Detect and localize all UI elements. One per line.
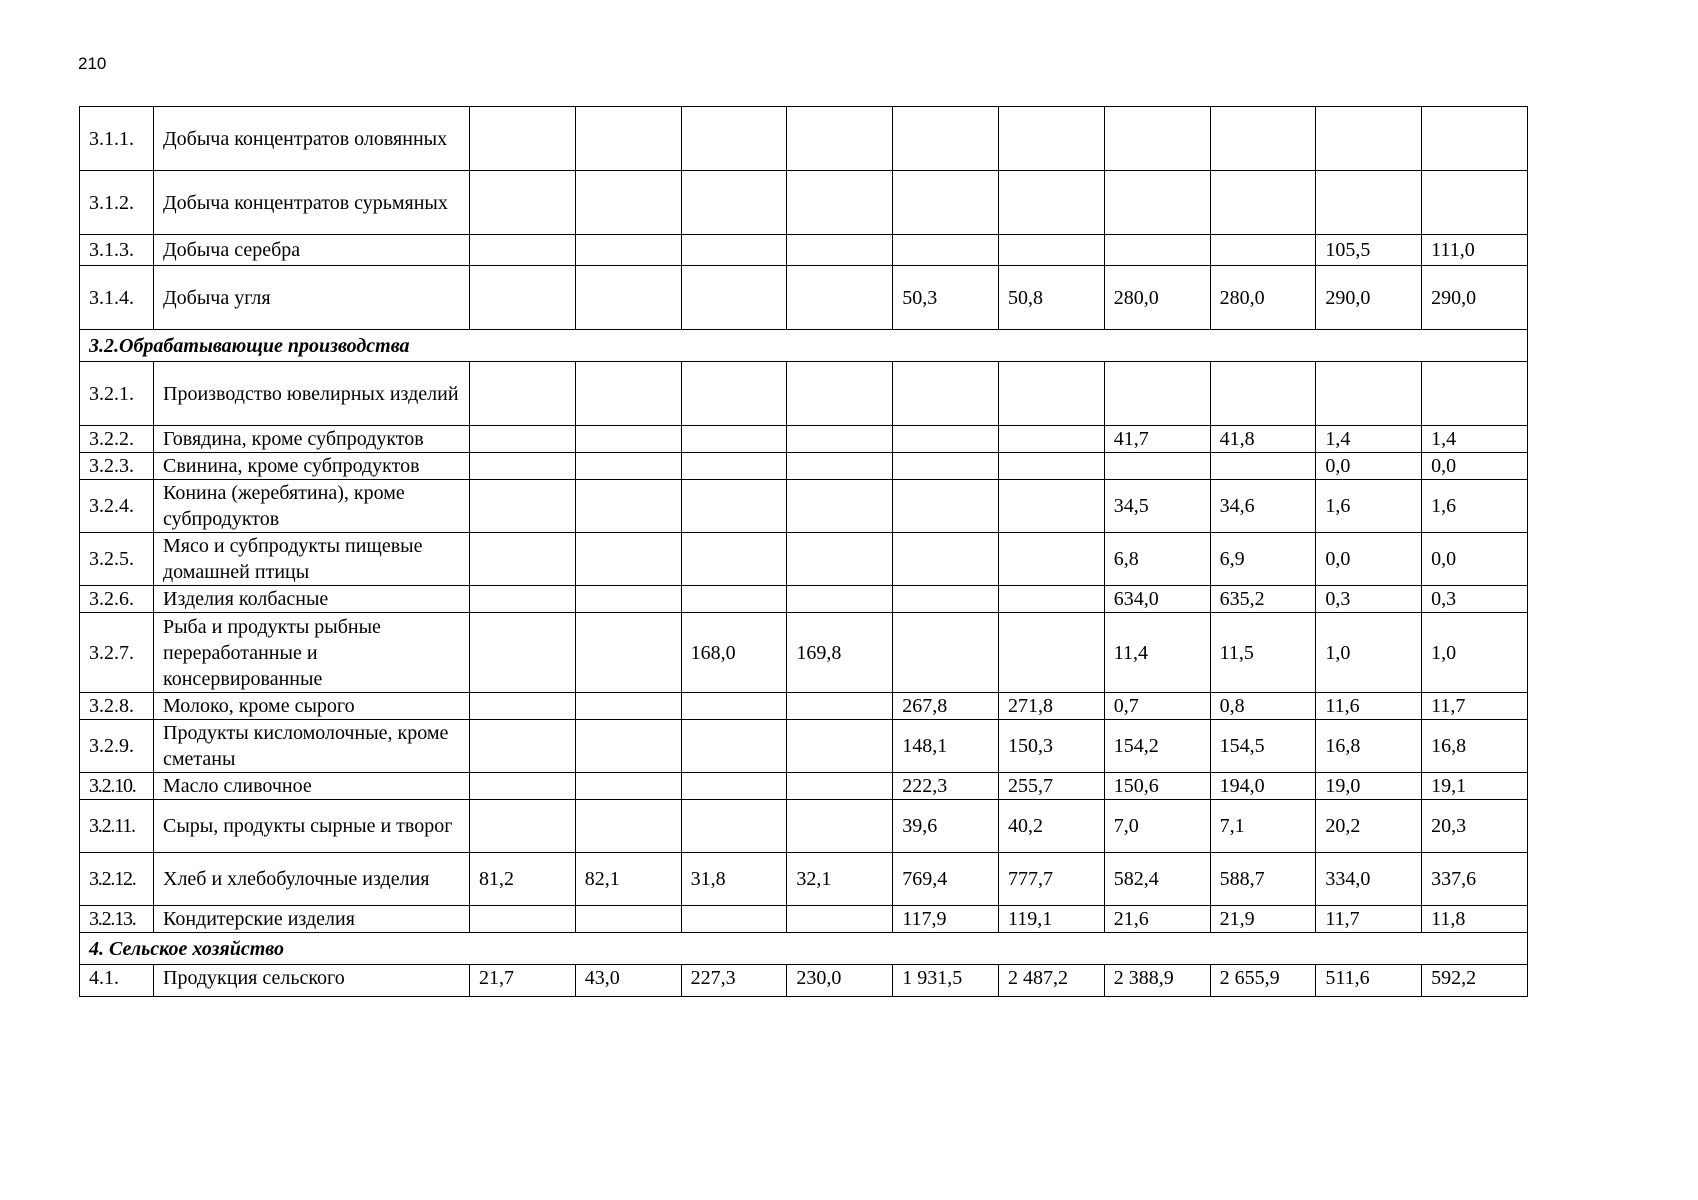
value-cell xyxy=(1316,171,1422,235)
row-code: 3.1.4. xyxy=(80,266,154,330)
value-cell: 19,1 xyxy=(1422,773,1528,800)
value-cell: 7,0 xyxy=(1104,800,1210,853)
value-cell xyxy=(1104,171,1210,235)
table-row xyxy=(80,266,1528,330)
row-name: Продукция сельского xyxy=(154,965,470,997)
value-cell: 592,2 xyxy=(1422,965,1528,997)
row-name: Говядина, кроме субпродуктов xyxy=(154,426,470,453)
value-cell: 1 931,5 xyxy=(893,965,999,997)
value-cell xyxy=(1210,107,1316,171)
value-cell xyxy=(893,426,999,453)
value-cell xyxy=(575,171,681,235)
value-cell xyxy=(681,533,787,586)
value-cell xyxy=(470,266,576,330)
row-code: 4.1. xyxy=(80,965,154,997)
section-title: 4. Сельское хозяйство xyxy=(80,933,1528,965)
value-cell: 0,8 xyxy=(1210,693,1316,720)
value-cell: 21,7 xyxy=(470,965,576,997)
value-cell xyxy=(893,171,999,235)
value-cell: 334,0 xyxy=(1316,853,1422,906)
row-code: 3.2.5. xyxy=(80,533,154,586)
value-cell xyxy=(681,693,787,720)
value-cell xyxy=(787,800,893,853)
value-cell xyxy=(470,107,576,171)
value-cell xyxy=(470,171,576,235)
value-cell xyxy=(470,586,576,613)
value-cell: 31,8 xyxy=(681,853,787,906)
value-cell xyxy=(787,426,893,453)
row-code: 3.2.12. xyxy=(80,853,154,906)
value-cell: 11,5 xyxy=(1210,613,1316,693)
value-cell: 21,6 xyxy=(1104,906,1210,933)
table-row xyxy=(80,720,1528,773)
row-name: Молоко, кроме сырого xyxy=(154,693,470,720)
value-cell: 119,1 xyxy=(998,906,1104,933)
value-cell: 39,6 xyxy=(893,800,999,853)
value-cell xyxy=(1210,235,1316,266)
value-cell xyxy=(787,720,893,773)
value-cell: 0,3 xyxy=(1316,586,1422,613)
table-row xyxy=(80,362,1528,426)
page-number: 210 xyxy=(78,54,107,73)
table-row xyxy=(80,693,1528,720)
value-cell xyxy=(470,362,576,426)
row-name: Добыча концентратов сурьмяных xyxy=(154,171,470,235)
row-code: 3.2.6. xyxy=(80,586,154,613)
value-cell: 255,7 xyxy=(998,773,1104,800)
value-cell: 50,8 xyxy=(998,266,1104,330)
value-cell xyxy=(998,107,1104,171)
value-cell: 111,0 xyxy=(1422,235,1528,266)
value-cell xyxy=(787,453,893,480)
value-cell xyxy=(470,235,576,266)
value-cell xyxy=(1104,453,1210,480)
value-cell xyxy=(470,453,576,480)
value-cell xyxy=(575,266,681,330)
value-cell xyxy=(1422,171,1528,235)
value-cell: 20,3 xyxy=(1422,800,1528,853)
row-code: 3.2.1. xyxy=(80,362,154,426)
value-cell xyxy=(787,586,893,613)
table-row xyxy=(80,800,1528,853)
table-row xyxy=(80,773,1528,800)
value-cell: 20,2 xyxy=(1316,800,1422,853)
value-cell: 222,3 xyxy=(893,773,999,800)
value-cell: 0,0 xyxy=(1422,533,1528,586)
value-cell xyxy=(681,235,787,266)
value-cell xyxy=(575,480,681,533)
value-cell xyxy=(575,426,681,453)
value-cell xyxy=(470,906,576,933)
value-cell xyxy=(1422,107,1528,171)
value-cell xyxy=(1210,453,1316,480)
value-cell: 6,9 xyxy=(1210,533,1316,586)
value-cell xyxy=(1104,107,1210,171)
value-cell: 1,4 xyxy=(1422,426,1528,453)
value-cell: 16,8 xyxy=(1422,720,1528,773)
value-cell: 582,4 xyxy=(1104,853,1210,906)
row-name: Хлеб и хлебобулочные изделия xyxy=(154,853,470,906)
value-cell xyxy=(470,693,576,720)
value-cell xyxy=(470,773,576,800)
value-cell: 11,7 xyxy=(1422,693,1528,720)
value-cell xyxy=(787,533,893,586)
value-cell: 0,3 xyxy=(1422,586,1528,613)
value-cell: 169,8 xyxy=(787,613,893,693)
row-name: Конина (жеребятина), кроме субпродуктов xyxy=(154,480,470,533)
row-code: 3.2.2. xyxy=(80,426,154,453)
value-cell xyxy=(787,362,893,426)
value-cell xyxy=(1210,171,1316,235)
value-cell xyxy=(1316,362,1422,426)
value-cell: 21,9 xyxy=(1210,906,1316,933)
value-cell: 40,2 xyxy=(998,800,1104,853)
value-cell xyxy=(470,613,576,693)
value-cell: 588,7 xyxy=(1210,853,1316,906)
value-cell: 635,2 xyxy=(1210,586,1316,613)
table-row xyxy=(80,171,1528,235)
value-cell: 511,6 xyxy=(1316,965,1422,997)
value-cell: 267,8 xyxy=(893,693,999,720)
table-row xyxy=(80,426,1528,453)
value-cell: 34,5 xyxy=(1104,480,1210,533)
value-cell: 41,7 xyxy=(1104,426,1210,453)
row-name: Свинина, кроме субпродуктов xyxy=(154,453,470,480)
table-row xyxy=(80,533,1528,586)
value-cell xyxy=(787,266,893,330)
value-cell xyxy=(681,773,787,800)
row-code: 3.2.8. xyxy=(80,693,154,720)
value-cell: 82,1 xyxy=(575,853,681,906)
value-cell xyxy=(1316,107,1422,171)
row-code: 3.1.2. xyxy=(80,171,154,235)
table-row xyxy=(80,965,1528,997)
value-cell: 105,5 xyxy=(1316,235,1422,266)
row-name: Изделия колбасные xyxy=(154,586,470,613)
row-code: 3.2.4. xyxy=(80,480,154,533)
value-cell xyxy=(681,720,787,773)
row-code: 3.2.9. xyxy=(80,720,154,773)
row-name: Масло сливочное xyxy=(154,773,470,800)
value-cell: 1,6 xyxy=(1422,480,1528,533)
table-row xyxy=(80,480,1528,533)
value-cell: 0,7 xyxy=(1104,693,1210,720)
row-code: 3.2.11. xyxy=(80,800,154,853)
value-cell xyxy=(893,613,999,693)
section-header-row xyxy=(80,330,1528,362)
value-cell: 11,8 xyxy=(1422,906,1528,933)
section-header-row xyxy=(80,933,1528,965)
value-cell xyxy=(575,773,681,800)
value-cell: 290,0 xyxy=(1422,266,1528,330)
value-cell xyxy=(681,800,787,853)
row-code: 3.2.10. xyxy=(80,773,154,800)
value-cell: 0,0 xyxy=(1422,453,1528,480)
value-cell xyxy=(787,171,893,235)
value-cell xyxy=(575,693,681,720)
value-cell: 154,2 xyxy=(1104,720,1210,773)
value-cell xyxy=(893,362,999,426)
row-name: Добыча концентратов оловянных xyxy=(154,107,470,171)
value-cell xyxy=(787,235,893,266)
table-row xyxy=(80,586,1528,613)
value-cell xyxy=(893,533,999,586)
value-cell: 634,0 xyxy=(1104,586,1210,613)
value-cell: 227,3 xyxy=(681,965,787,997)
row-name: Добыча угля xyxy=(154,266,470,330)
value-cell: 1,0 xyxy=(1316,613,1422,693)
value-cell xyxy=(998,235,1104,266)
value-cell xyxy=(787,773,893,800)
value-cell: 32,1 xyxy=(787,853,893,906)
row-code: 3.2.13. xyxy=(80,906,154,933)
row-name: Производство ювелирных изделий xyxy=(154,362,470,426)
value-cell: 6,8 xyxy=(1104,533,1210,586)
row-name: Сыры, продукты сырные и творог xyxy=(154,800,470,853)
row-name: Добыча серебра xyxy=(154,235,470,266)
value-cell: 7,1 xyxy=(1210,800,1316,853)
value-cell: 50,3 xyxy=(893,266,999,330)
value-cell xyxy=(681,586,787,613)
value-cell: 337,6 xyxy=(1422,853,1528,906)
value-cell xyxy=(998,613,1104,693)
row-code: 3.2.7. xyxy=(80,613,154,693)
value-cell xyxy=(575,453,681,480)
value-cell xyxy=(681,453,787,480)
value-cell xyxy=(575,906,681,933)
value-cell: 769,4 xyxy=(893,853,999,906)
value-cell: 19,0 xyxy=(1316,773,1422,800)
row-name: Кондитерские изделия xyxy=(154,906,470,933)
value-cell xyxy=(681,480,787,533)
value-cell xyxy=(893,107,999,171)
value-cell xyxy=(787,906,893,933)
value-cell: 1,0 xyxy=(1422,613,1528,693)
value-cell xyxy=(470,800,576,853)
row-name: Мясо и субпродукты пищевые домашней птицы xyxy=(154,533,470,586)
value-cell: 2 487,2 xyxy=(998,965,1104,997)
value-cell xyxy=(470,426,576,453)
section-title: 3.2.Обрабатывающие производства xyxy=(80,330,1528,362)
value-cell xyxy=(681,266,787,330)
row-code: 3.1.3. xyxy=(80,235,154,266)
value-cell: 194,0 xyxy=(1210,773,1316,800)
value-cell: 150,3 xyxy=(998,720,1104,773)
value-cell xyxy=(575,586,681,613)
value-cell xyxy=(681,362,787,426)
value-cell: 777,7 xyxy=(998,853,1104,906)
value-cell xyxy=(575,800,681,853)
value-cell: 2 388,9 xyxy=(1104,965,1210,997)
data-table xyxy=(79,106,1528,997)
value-cell: 280,0 xyxy=(1104,266,1210,330)
value-cell: 0,0 xyxy=(1316,533,1422,586)
value-cell xyxy=(998,362,1104,426)
value-cell: 117,9 xyxy=(893,906,999,933)
value-cell xyxy=(470,533,576,586)
value-cell: 43,0 xyxy=(575,965,681,997)
value-cell xyxy=(681,906,787,933)
value-cell xyxy=(681,107,787,171)
value-cell: 11,4 xyxy=(1104,613,1210,693)
value-cell xyxy=(1104,362,1210,426)
value-cell: 2 655,9 xyxy=(1210,965,1316,997)
value-cell xyxy=(575,362,681,426)
value-cell xyxy=(998,453,1104,480)
row-name: Рыба и продукты рыбные переработанные и консервированные xyxy=(154,613,470,693)
value-cell xyxy=(998,533,1104,586)
value-cell: 0,0 xyxy=(1316,453,1422,480)
table-row xyxy=(80,235,1528,266)
table-row xyxy=(80,453,1528,480)
value-cell: 11,6 xyxy=(1316,693,1422,720)
value-cell: 230,0 xyxy=(787,965,893,997)
value-cell: 168,0 xyxy=(681,613,787,693)
value-cell: 81,2 xyxy=(470,853,576,906)
value-cell: 148,1 xyxy=(893,720,999,773)
value-cell xyxy=(998,480,1104,533)
value-cell xyxy=(575,235,681,266)
value-cell: 1,4 xyxy=(1316,426,1422,453)
value-cell xyxy=(575,107,681,171)
value-cell xyxy=(1104,235,1210,266)
value-cell xyxy=(575,720,681,773)
table-row xyxy=(80,906,1528,933)
value-cell xyxy=(1422,362,1528,426)
value-cell xyxy=(681,426,787,453)
value-cell xyxy=(470,480,576,533)
value-cell xyxy=(787,693,893,720)
value-cell xyxy=(893,480,999,533)
value-cell xyxy=(787,107,893,171)
value-cell xyxy=(575,613,681,693)
value-cell: 271,8 xyxy=(998,693,1104,720)
value-cell xyxy=(893,586,999,613)
value-cell xyxy=(998,586,1104,613)
value-cell: 1,6 xyxy=(1316,480,1422,533)
value-cell xyxy=(893,453,999,480)
table-row xyxy=(80,853,1528,906)
value-cell: 280,0 xyxy=(1210,266,1316,330)
value-cell xyxy=(575,533,681,586)
value-cell xyxy=(998,171,1104,235)
row-name: Продукты кисломолочные, кроме сметаны xyxy=(154,720,470,773)
value-cell xyxy=(681,171,787,235)
table-row xyxy=(80,613,1528,693)
value-cell: 34,6 xyxy=(1210,480,1316,533)
value-cell: 41,8 xyxy=(1210,426,1316,453)
value-cell xyxy=(470,720,576,773)
row-code: 3.2.3. xyxy=(80,453,154,480)
value-cell xyxy=(893,235,999,266)
value-cell xyxy=(1210,362,1316,426)
value-cell: 16,8 xyxy=(1316,720,1422,773)
row-code: 3.1.1. xyxy=(80,107,154,171)
table-row xyxy=(80,107,1528,171)
value-cell xyxy=(998,426,1104,453)
value-cell: 150,6 xyxy=(1104,773,1210,800)
value-cell xyxy=(787,480,893,533)
value-cell: 11,7 xyxy=(1316,906,1422,933)
value-cell: 154,5 xyxy=(1210,720,1316,773)
value-cell: 290,0 xyxy=(1316,266,1422,330)
